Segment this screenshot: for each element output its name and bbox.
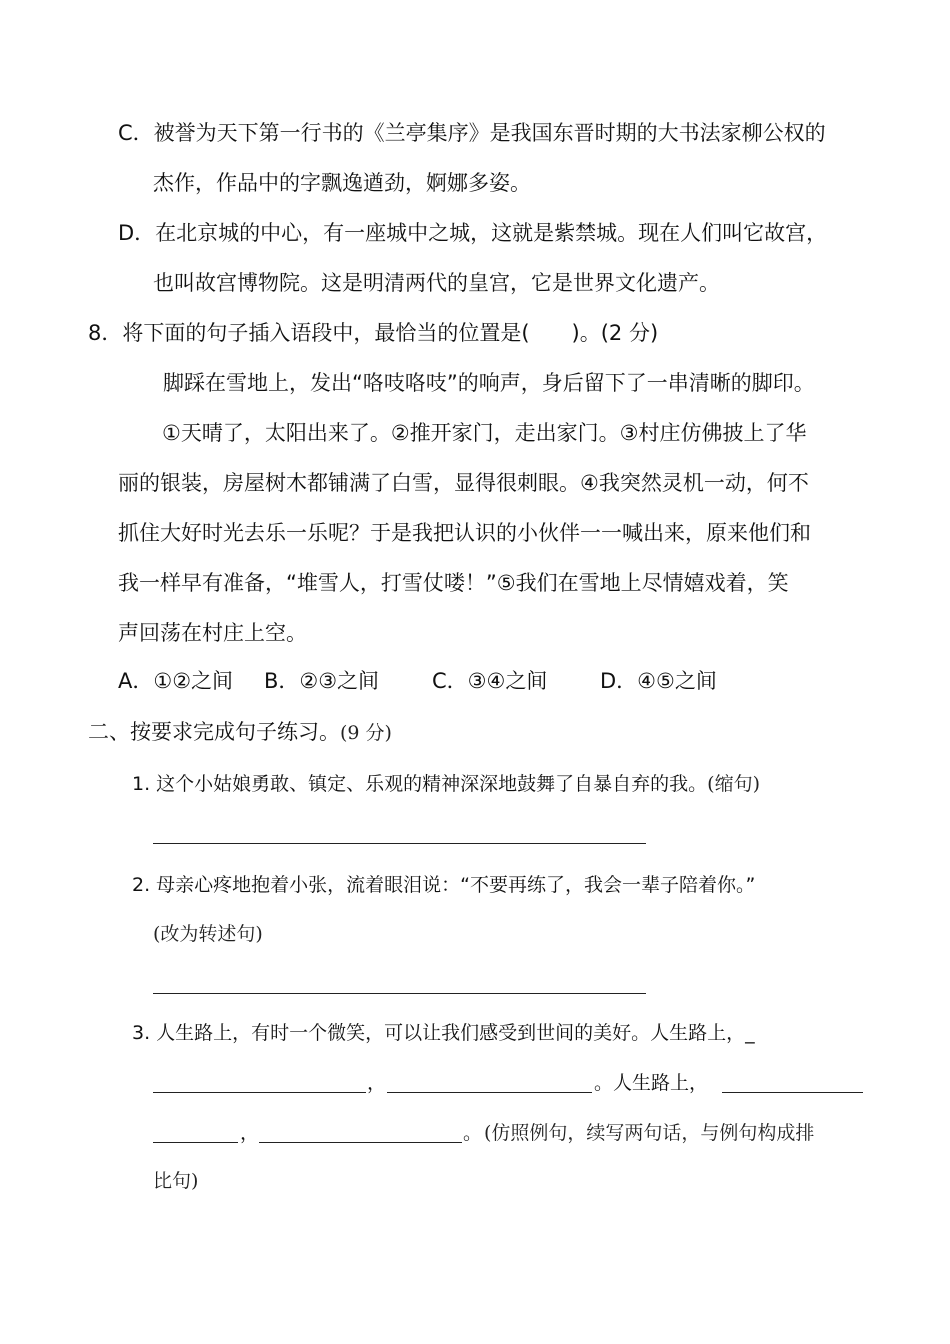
- section2-score: (9 分): [340, 722, 392, 744]
- q8-passage-line: 丽的银装，房屋树木都铺满了白雪，显得很刺眼。④我突然灵机一动，何不: [118, 471, 809, 495]
- q7-option-d-line2: 也叫故宫博物院。这是明清两代的皇宫，它是世界文化遗产。: [153, 271, 720, 295]
- s2-item1-answer-line[interactable]: [153, 843, 646, 844]
- s2-item3-sep: ，: [367, 1072, 387, 1094]
- q8-option-b[interactable]: B．②③之间: [264, 669, 380, 693]
- s2-item3-line1: 3. 人生路上，有时一个微笑，可以让我们感受到世间的美好。人生路上，_: [132, 1022, 755, 1044]
- s2-item3-line2-end: 。人生路上，: [594, 1072, 709, 1094]
- s2-item2-note: (改为转述句): [153, 923, 263, 945]
- s2-item3-blank-4[interactable]: [259, 1142, 462, 1143]
- s2-item1-note: (缩句): [707, 773, 760, 795]
- q7-option-c-line1: C．被誉为天下第一行书的《兰亭集序》是我国东晋时期的大书法家柳公权的: [118, 121, 826, 145]
- q8-option-c[interactable]: C．③④之间: [432, 669, 548, 693]
- s2-item3-note: (仿照例句，续写两句话，与例句构成排: [484, 1122, 815, 1144]
- s2-item1-text: 1. 这个小姑娘勇敢、镇定、乐观的精神深深地鼓舞了自暴自弃的我。: [132, 773, 708, 795]
- q7-option-d-line1: D．在北京城的中心，有一座城中之城，这就是紫禁城。现在人们叫它故宫，: [118, 221, 828, 245]
- q8-passage-line: 我一样早有准备，“堆雪人，打雪仗喽！”⑤我们在雪地上尽情嬉戏着，笑: [118, 571, 789, 595]
- q8-insert-sentence: 脚踩在雪地上，发出“咯吱咯吱”的响声，身后留下了一串清晰的脚印。: [163, 371, 815, 395]
- section2-heading-text: 二、按要求完成句子练习。: [88, 720, 340, 744]
- s2-item3-sep: ，: [240, 1122, 260, 1144]
- s2-item1: [132, 769, 760, 799]
- q8-passage-line: 抓住大好时光去乐一乐呢？于是我把认识的小伙伴一一喊出来，原来他们和: [118, 521, 811, 545]
- section2-heading: [88, 717, 392, 748]
- s2-item3-blank-3[interactable]: [722, 1092, 863, 1093]
- s2-item3-blank-3-cont[interactable]: [153, 1142, 238, 1143]
- q8-option-d[interactable]: D．④⑤之间: [600, 669, 717, 693]
- q8-passage-line: 声回荡在村庄上空。: [118, 621, 307, 645]
- s2-item2-answer-line[interactable]: [153, 993, 646, 994]
- q8-stem: 8．将下面的句子插入语段中，最恰当的位置是( )。(2 分): [88, 321, 659, 345]
- s2-item3-blank-2[interactable]: [387, 1092, 592, 1093]
- s2-item3-blank-1[interactable]: [153, 1092, 366, 1093]
- s2-item2-text: 2. 母亲心疼地抱着小张，流着眼泪说：“不要再练了，我会一辈子陪着你。”: [132, 874, 756, 896]
- q8-passage-line: ①天晴了，太阳出来了。②推开家门，走出家门。③村庄仿佛披上了华: [162, 421, 807, 445]
- q8-option-a[interactable]: A．①②之间: [118, 669, 234, 693]
- s2-item3-note-cont: 比句): [153, 1170, 199, 1192]
- q7-option-c-line2: 杰作，作品中的字飘逸遒劲，婀娜多姿。: [153, 171, 531, 195]
- s2-item3-line3-end: 。: [463, 1122, 483, 1144]
